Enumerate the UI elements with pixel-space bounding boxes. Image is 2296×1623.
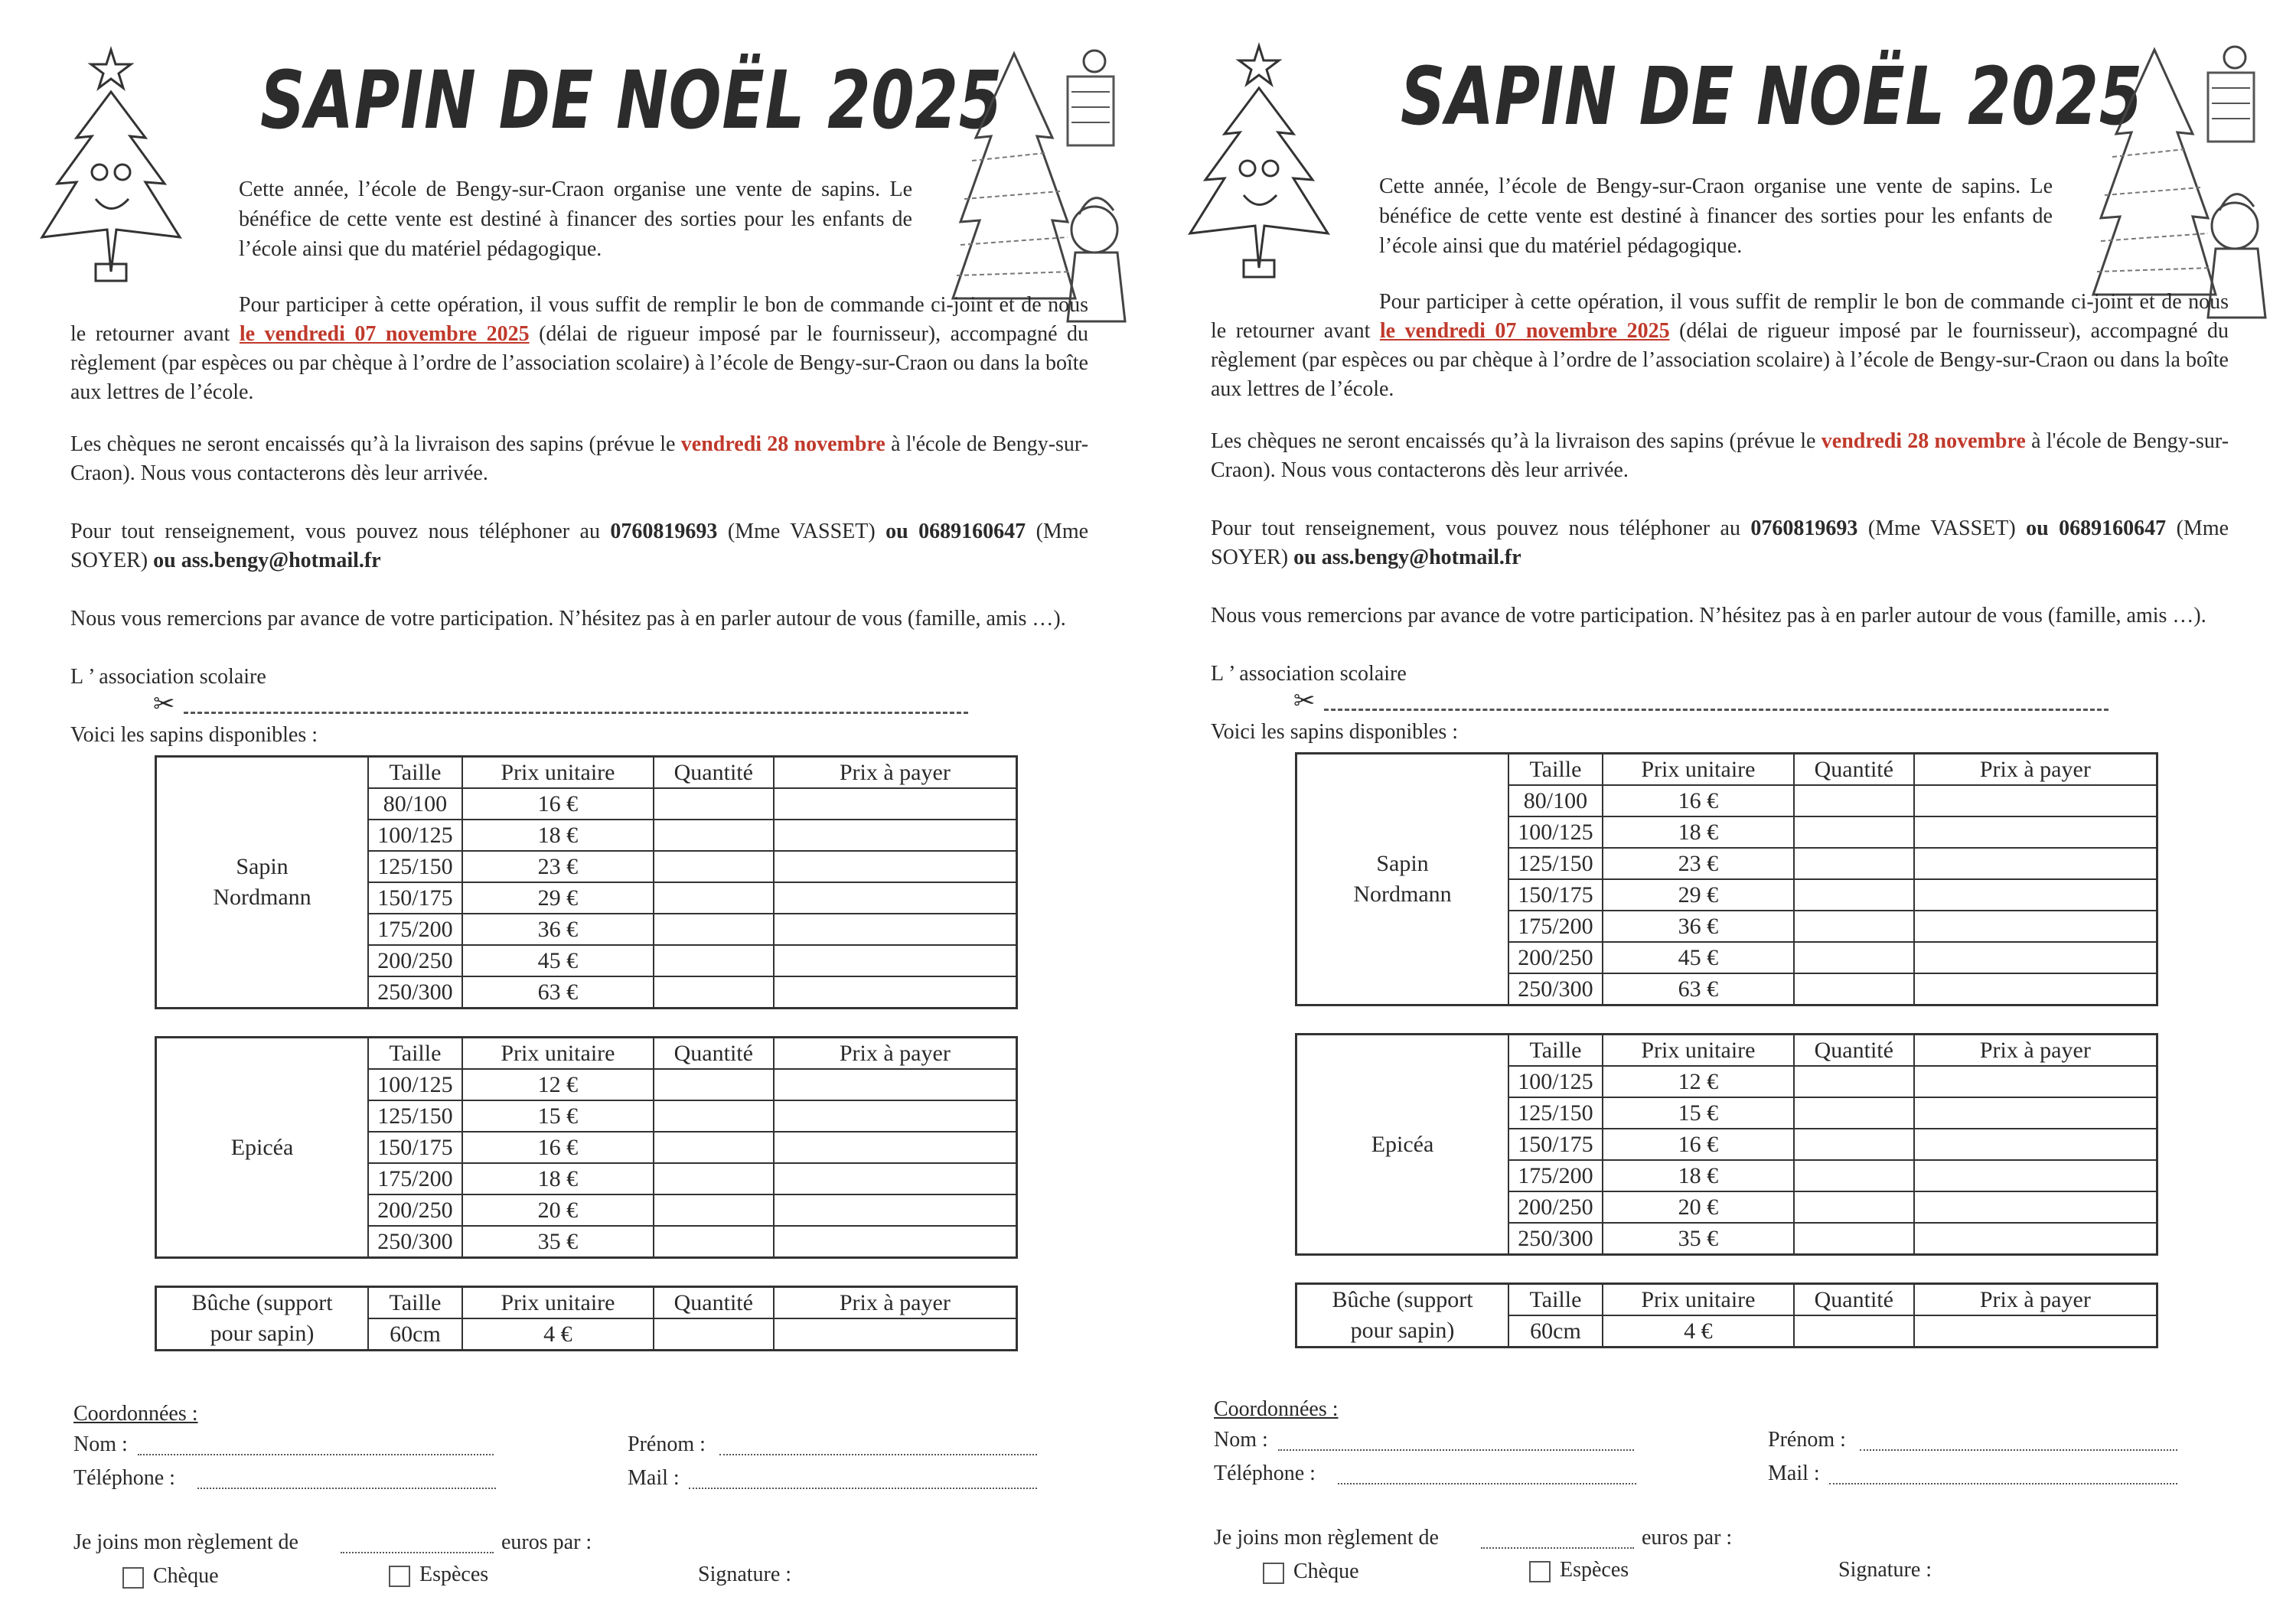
- order-text: Pour participer à cette opération, il vous suffit de remplir le bon de commande ci-joint et de nous le retourner avant: [70, 293, 1088, 346]
- phone-vasset: 0760819693: [610, 520, 718, 543]
- header-taille: Taille: [368, 1038, 462, 1070]
- contact-or: ou: [2026, 517, 2049, 540]
- epicea-table: [155, 1036, 1018, 1259]
- mail-label: Mail :: [628, 1466, 680, 1490]
- table-row: 200/250 20 €: [156, 1194, 1017, 1226]
- deadline-date: le vendredi 07 novembre 2025: [1379, 319, 1670, 343]
- total-cell[interactable]: [774, 1194, 1017, 1226]
- table-row: 150/175 16 €: [1296, 1129, 2157, 1160]
- contact-paragraph: [70, 517, 1088, 575]
- nom-label: Nom :: [1214, 1428, 1268, 1452]
- epicea-table: [1295, 1033, 2158, 1256]
- total-cell[interactable]: [774, 1132, 1017, 1163]
- quantity-cell[interactable]: [1794, 1315, 1914, 1348]
- table-row: 150/175 16 €: [156, 1132, 1017, 1163]
- table-row: 125/150 23 €: [1296, 848, 2157, 879]
- total-cell[interactable]: [774, 1069, 1017, 1100]
- quantity-cell[interactable]: [654, 1318, 774, 1351]
- telephone-field[interactable]: [1338, 1483, 1636, 1484]
- mail-field[interactable]: [1829, 1483, 2177, 1484]
- total-cell[interactable]: [1914, 1191, 2157, 1223]
- payment-paragraph: [70, 430, 1088, 488]
- header-quantite: Quantité: [654, 1038, 774, 1070]
- payment-method-label: euros par :: [1642, 1526, 1733, 1550]
- telephone-label: Téléphone :: [73, 1466, 175, 1490]
- total-cell[interactable]: [1914, 942, 2157, 973]
- total-cell[interactable]: [774, 914, 1017, 945]
- especes-checkbox[interactable]: [389, 1566, 410, 1587]
- payment-text-2: à l'école de Bengy-sur-Craon). Nous vous contacterons dès leur arrivée.: [1211, 429, 2229, 482]
- quantity-cell[interactable]: [654, 976, 774, 1009]
- header-prix-unitaire: Prix unitaire: [462, 757, 654, 789]
- quantity-cell[interactable]: [1794, 911, 1914, 942]
- intro-paragraph: Cette année, l’école de Bengy-sur-Craon organise une vente de sapins. Le bénéfice de cette vente est destiné à financer des sorties pour les enfants de l’école ainsi que du matériel pédagogique.: [239, 178, 912, 261]
- quantity-cell[interactable]: [654, 945, 774, 976]
- total-cell[interactable]: [1914, 816, 2157, 848]
- quantity-cell[interactable]: [1794, 1223, 1914, 1255]
- quantity-cell[interactable]: [1794, 1066, 1914, 1097]
- contact-email: ass.bengy@hotmail.fr: [181, 549, 381, 572]
- quantity-cell[interactable]: [654, 1163, 774, 1194]
- header-quantite: Quantité: [1794, 754, 1914, 786]
- contact-text: Pour tout renseignement, vous pouvez nous téléphoner au: [1211, 517, 1740, 540]
- coords-heading: Coordonnées :: [73, 1402, 198, 1426]
- quantity-cell[interactable]: [1794, 848, 1914, 879]
- total-cell[interactable]: [774, 976, 1017, 1009]
- prenom-field[interactable]: [1860, 1449, 2177, 1451]
- table-row: 175/200 18 €: [156, 1163, 1017, 1194]
- table-row: 200/250 45 €: [1296, 942, 2157, 973]
- total-cell[interactable]: [1914, 848, 2157, 879]
- total-cell[interactable]: [1914, 1097, 2157, 1129]
- available-label: Voici les sapins disponibles :: [1211, 720, 1459, 744]
- quantity-cell[interactable]: [1794, 1191, 1914, 1223]
- scissors-icon: ✂: [153, 690, 175, 719]
- flyer-right: [1148, 0, 2296, 1623]
- total-cell[interactable]: [774, 788, 1017, 820]
- header-taille: Taille: [1508, 1035, 1603, 1067]
- page-title: SAPIN DE NOËL 2025: [1401, 50, 2143, 143]
- contact-name-soyer: (Mme SOYER): [1211, 517, 2229, 569]
- contact-or-2: ou: [153, 549, 176, 572]
- total-cell[interactable]: [774, 882, 1017, 914]
- total-cell[interactable]: [774, 820, 1017, 851]
- header-prix-unitaire: Prix unitaire: [1603, 754, 1794, 786]
- total-cell[interactable]: [774, 1226, 1017, 1258]
- delivery-date: vendredi 28 novembre: [680, 432, 885, 456]
- table-row: 100/125 12 €: [156, 1069, 1017, 1100]
- quantity-cell[interactable]: [1794, 879, 1914, 911]
- payment-amount-field[interactable]: [341, 1552, 494, 1553]
- cheque-option[interactable]: Chèque: [1263, 1559, 1359, 1584]
- cheque-checkbox[interactable]: [1263, 1563, 1284, 1584]
- total-cell[interactable]: [774, 1318, 1017, 1351]
- especes-checkbox[interactable]: [1529, 1561, 1551, 1582]
- contact-name-vasset: (Mme VASSET): [727, 520, 876, 543]
- total-cell[interactable]: [1914, 785, 2157, 816]
- quantity-cell[interactable]: [654, 1226, 774, 1258]
- phone-vasset: 0760819693: [1750, 517, 1858, 540]
- prenom-field[interactable]: [719, 1454, 1037, 1455]
- table-row: 125/150 15 €: [156, 1100, 1017, 1132]
- signature-label: Signature :: [698, 1563, 792, 1586]
- payment-method-label: euros par :: [501, 1530, 592, 1554]
- deadline-date: le vendredi 07 novembre 2025: [239, 322, 530, 346]
- quantity-cell[interactable]: [1794, 973, 1914, 1005]
- total-cell[interactable]: [774, 1163, 1017, 1194]
- thanks-paragraph: Nous vous remercions par avance de votre participation. N’hésitez pas à en parler autour de vous (famille, amis …).: [1211, 604, 2206, 627]
- quantity-cell[interactable]: [1794, 942, 1914, 973]
- payment-text-2: à l'école de Bengy-sur-Craon). Nous vous contacterons dès leur arrivée.: [70, 432, 1089, 485]
- header-prix-unitaire: Prix unitaire: [462, 1287, 654, 1319]
- table-row: 200/250 45 €: [156, 945, 1017, 976]
- quantity-cell[interactable]: [1794, 816, 1914, 848]
- header-taille: Taille: [368, 757, 462, 789]
- header-prix-payer: Prix à payer: [1914, 1284, 2157, 1316]
- total-cell[interactable]: [774, 1100, 1017, 1132]
- contact-or: ou: [885, 520, 908, 543]
- prenom-label: Prénom :: [1768, 1428, 1846, 1452]
- table-row: 200/250 20 €: [1296, 1191, 2157, 1223]
- intro-paragraph: Cette année, l’école de Bengy-sur-Craon organise une vente de sapins. Le bénéfice de cette vente est destiné à financer des sorties pour les enfants de l’école ainsi que du matériel pédagogique.: [1379, 174, 2053, 258]
- nordmann-label: Sapin Nordmann: [1296, 754, 1509, 1005]
- header-prix-payer: Prix à payer: [774, 1287, 1017, 1319]
- cheque-option[interactable]: Chèque: [122, 1564, 219, 1589]
- header-quantite: Quantité: [1794, 1035, 1914, 1067]
- quantity-cell[interactable]: [654, 1194, 774, 1226]
- header-taille: Taille: [368, 1287, 462, 1319]
- delivery-date: vendredi 28 novembre: [1821, 429, 2026, 453]
- signature-label: Signature :: [1838, 1558, 1932, 1582]
- table-row: 150/175 29 €: [156, 882, 1017, 914]
- table-row: 60cm 4 €: [1296, 1315, 2157, 1348]
- especes-option[interactable]: Espèces: [1529, 1558, 1629, 1582]
- order-text-2: (délai de rigueur imposé par le fournisseur), accompagné du règlement (par espèces ou par chèque à l’ordre de l’association scolaire) à l’école de Bengy-sur-Craon ou dans la boîte aux lettres de l’école.: [70, 322, 1089, 404]
- quantity-cell[interactable]: [654, 820, 774, 851]
- total-cell[interactable]: [1914, 1315, 2157, 1348]
- order-text: Pour participer à cette opération, il vous suffit de remplir le bon de commande ci-joint et de nous le retourner avant: [1211, 290, 2229, 343]
- header-prix-unitaire: Prix unitaire: [1603, 1035, 1794, 1067]
- table-row: 175/200 18 €: [1296, 1160, 2157, 1191]
- buche-table: [1295, 1282, 2158, 1348]
- nom-field[interactable]: [138, 1454, 494, 1455]
- table-row: 150/175 29 €: [1296, 879, 2157, 911]
- table-row: 100/125 12 €: [1296, 1066, 2157, 1097]
- prenom-label: Prénom :: [628, 1432, 706, 1456]
- signoff: L ’ association scolaire: [1211, 662, 1407, 686]
- contact-paragraph: [1211, 514, 2229, 572]
- quantity-cell[interactable]: [1794, 1129, 1914, 1160]
- header-quantite: Quantité: [1794, 1284, 1914, 1316]
- total-cell[interactable]: [774, 851, 1017, 882]
- total-cell[interactable]: [1914, 973, 2157, 1005]
- contact-email: ass.bengy@hotmail.fr: [1321, 546, 1521, 569]
- smiling-tree-icon: [31, 46, 191, 291]
- buche-table: [155, 1286, 1018, 1351]
- quantity-cell[interactable]: [654, 851, 774, 882]
- scissors-icon: ✂: [1293, 687, 1316, 715]
- header-prix-payer: Prix à payer: [1914, 1035, 2157, 1067]
- header-prix-unitaire: Prix unitaire: [1603, 1284, 1794, 1316]
- telephone-field[interactable]: [197, 1488, 496, 1489]
- epicea-label: Epicéa: [1296, 1035, 1509, 1255]
- header-prix-payer: Prix à payer: [774, 757, 1017, 789]
- table-row: 250/300 63 €: [1296, 973, 2157, 1005]
- cut-line: [1324, 709, 2108, 711]
- quantity-cell[interactable]: [654, 914, 774, 945]
- total-cell[interactable]: [1914, 879, 2157, 911]
- total-cell[interactable]: [1914, 1066, 2157, 1097]
- contact-or-2: ou: [1293, 546, 1316, 569]
- table-row: 80/100 16 €: [1296, 785, 2157, 816]
- table-row: 80/100 16 €: [156, 788, 1017, 820]
- phone-soyer: 0689160647: [918, 520, 1026, 543]
- total-cell[interactable]: [1914, 1129, 2157, 1160]
- payment-amount-label: Je joins mon règlement de: [73, 1530, 298, 1554]
- quantity-cell[interactable]: [654, 788, 774, 820]
- order-text-2: (délai de rigueur imposé par le fournisseur), accompagné du règlement (par espèces ou par chèque à l’ordre de l’association scolaire) à l’école de Bengy-sur-Craon ou dans la boîte aux lettres de l’école.: [1211, 319, 2229, 401]
- total-cell[interactable]: [1914, 911, 2157, 942]
- header-taille: Taille: [1508, 1284, 1603, 1316]
- quantity-cell[interactable]: [654, 882, 774, 914]
- contact-name-vasset: (Mme VASSET): [1867, 517, 2016, 540]
- nordmann-table: [155, 755, 1018, 1009]
- coords-heading: Coordonnées :: [1214, 1397, 1339, 1421]
- table-row: 250/300 35 €: [156, 1226, 1017, 1258]
- header-prix-payer: Prix à payer: [774, 1038, 1017, 1070]
- payment-paragraph: [1211, 427, 2229, 485]
- total-cell[interactable]: [774, 945, 1017, 976]
- header-taille: Taille: [1508, 754, 1603, 786]
- header-quantite: Quantité: [654, 757, 774, 789]
- table-row: 175/200 36 €: [156, 914, 1017, 945]
- payment-amount-label: Je joins mon règlement de: [1214, 1526, 1439, 1550]
- nordmann-table: [1295, 752, 2158, 1006]
- nordmann-label: Sapin Nordmann: [156, 757, 369, 1009]
- contact-name-soyer: (Mme SOYER): [70, 520, 1089, 572]
- order-paragraph: [1211, 288, 2229, 404]
- table-row: 60cm 4 €: [156, 1318, 1017, 1351]
- payment-text: Les chèques ne seront encaissés qu’à la livraison des sapins (prévue le: [70, 432, 676, 456]
- quantity-cell[interactable]: [654, 1132, 774, 1163]
- total-cell[interactable]: [1914, 1223, 2157, 1255]
- telephone-label: Téléphone :: [1214, 1462, 1316, 1485]
- table-row: 175/200 36 €: [1296, 911, 2157, 942]
- order-paragraph: [70, 291, 1088, 407]
- header-prix-unitaire: Prix unitaire: [462, 1038, 654, 1070]
- table-row: 100/125 18 €: [156, 820, 1017, 851]
- page-title: SAPIN DE NOËL 2025: [260, 54, 1003, 147]
- header-prix-payer: Prix à payer: [1914, 754, 2157, 786]
- table-row: 100/125 18 €: [1296, 816, 2157, 848]
- buche-label: Bûche (support pour sapin): [1296, 1284, 1509, 1348]
- quantity-cell[interactable]: [1794, 1097, 1914, 1129]
- table-row: 250/300 35 €: [1296, 1223, 2157, 1255]
- quantity-cell[interactable]: [654, 1100, 774, 1132]
- contact-text: Pour tout renseignement, vous pouvez nous téléphoner au: [70, 520, 600, 543]
- quantity-cell[interactable]: [1794, 1160, 1914, 1191]
- nom-field[interactable]: [1278, 1449, 1634, 1451]
- especes-option[interactable]: Espèces: [389, 1563, 488, 1587]
- buche-label: Bûche (support pour sapin): [156, 1287, 369, 1351]
- thanks-paragraph: Nous vous remercions par avance de votre participation. N’hésitez pas à en parler autour de vous (famille, amis …).: [70, 607, 1066, 631]
- cheque-checkbox[interactable]: [122, 1567, 144, 1589]
- nom-label: Nom :: [73, 1432, 128, 1456]
- table-row: 125/150 15 €: [1296, 1097, 2157, 1129]
- mail-label: Mail :: [1768, 1462, 1820, 1485]
- table-row: 250/300 63 €: [156, 976, 1017, 1009]
- payment-amount-field[interactable]: [1481, 1547, 1634, 1549]
- table-row: 125/150 23 €: [156, 851, 1017, 882]
- total-cell[interactable]: [1914, 1160, 2157, 1191]
- cut-line: [184, 712, 968, 714]
- mail-field[interactable]: [689, 1488, 1037, 1489]
- available-label: Voici les sapins disponibles :: [70, 723, 318, 747]
- quantity-cell[interactable]: [1794, 785, 1914, 816]
- quantity-cell[interactable]: [654, 1069, 774, 1100]
- payment-text: Les chèques ne seront encaissés qu’à la livraison des sapins (prévue le: [1211, 429, 1816, 453]
- epicea-label: Epicéa: [156, 1038, 369, 1258]
- header-quantite: Quantité: [654, 1287, 774, 1319]
- signoff: L ’ association scolaire: [70, 665, 266, 689]
- phone-soyer: 0689160647: [2059, 517, 2167, 540]
- smiling-tree-icon: [1179, 42, 1339, 287]
